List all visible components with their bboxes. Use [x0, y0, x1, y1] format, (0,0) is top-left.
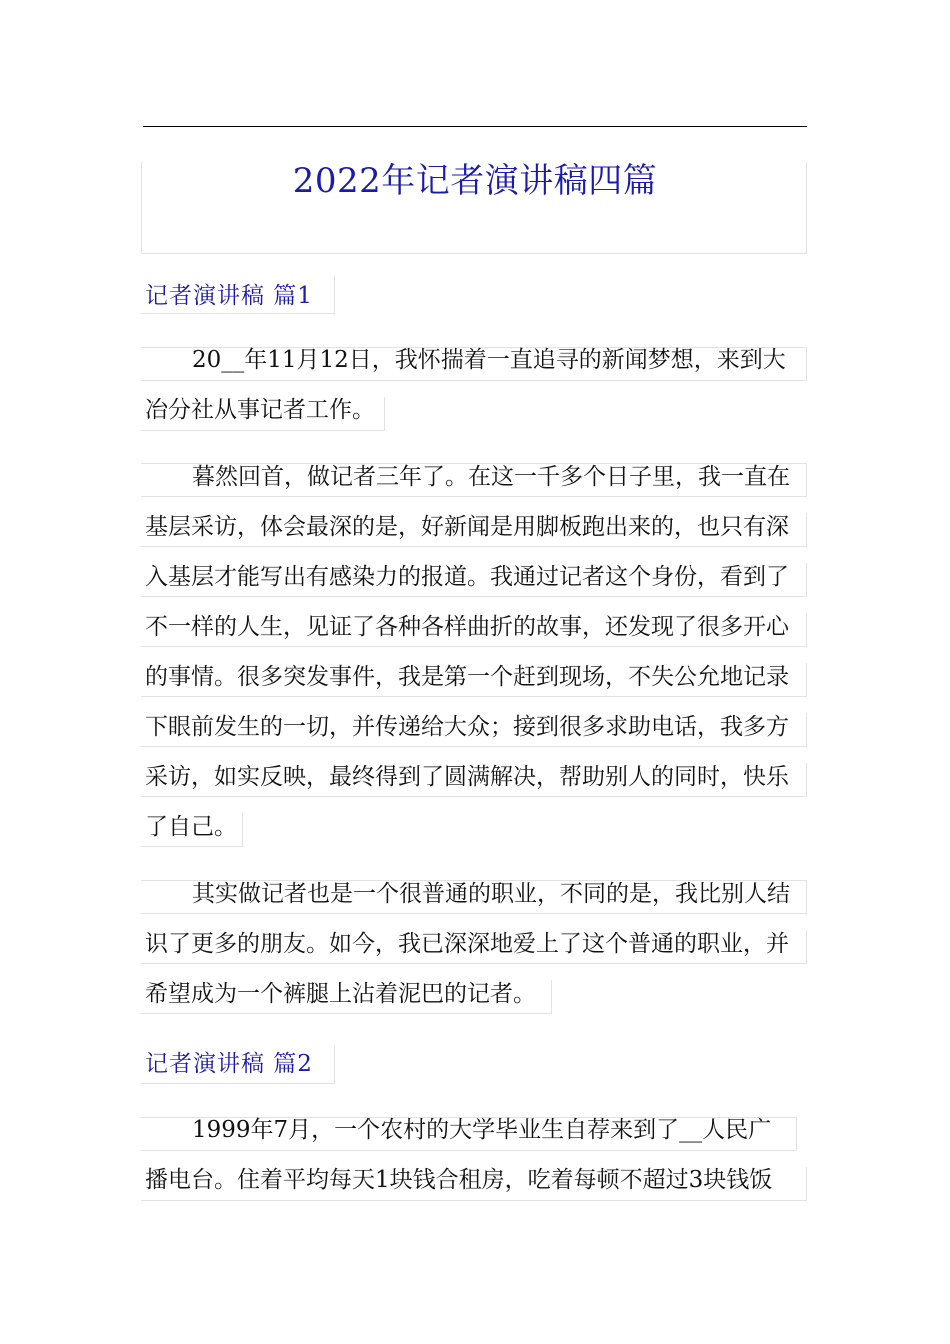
- header-rule: [143, 126, 807, 127]
- section-heading: 记者演讲稿 篇2: [145, 1051, 313, 1077]
- paragraph-line: 暮然回首，做记者三年了。在这一千多个日子里，我一直在: [192, 464, 790, 490]
- paragraph-line: 1999年7月，一个农村的大学毕业生自荐来到了__人民广: [192, 1117, 772, 1143]
- paragraph-line: 基层采访，体会最深的是，好新闻是用脚板跑出来的，也只有深: [145, 514, 789, 540]
- paragraph-line: 入基层才能写出有感染力的报道。我通过记者这个身份，看到了: [145, 564, 789, 590]
- paragraph-line: 播电台。住着平均每天1块钱合租房，吃着每顿不超过3块钱饭: [145, 1167, 773, 1193]
- document-title: 2022年记者演讲稿四篇: [292, 161, 658, 201]
- paragraph-line: 识了更多的朋友。如今，我已深深地爱上了这个普通的职业，并: [145, 931, 789, 957]
- paragraph-line: 采访，如实反映，最终得到了圆满解决，帮助别人的同时，快乐: [145, 764, 789, 790]
- paragraph-line: 希望成为一个裤腿上沾着泥巴的记者。: [145, 981, 536, 1007]
- paragraph-line: 其实做记者也是一个很普通的职业，不同的是，我比别人结: [192, 881, 790, 907]
- section-heading: 记者演讲稿 篇1: [145, 283, 313, 309]
- paragraph-line: 不一样的人生，见证了各种各样曲折的故事，还发现了很多开心: [145, 614, 789, 640]
- paragraph-line: 下眼前发生的一切，并传递给大众；接到很多求助电话，我多方: [145, 714, 789, 740]
- paragraph-line: 了自己。: [145, 814, 237, 840]
- paragraph-line: 冶分社从事记者工作。: [145, 397, 375, 423]
- paragraph-line: 的事情。很多突发事件，我是第一个赶到现场，不失公允地记录: [145, 664, 789, 690]
- paragraph-line: 20__年11月12日，我怀揣着一直追寻的新闻梦想，来到大: [192, 347, 786, 373]
